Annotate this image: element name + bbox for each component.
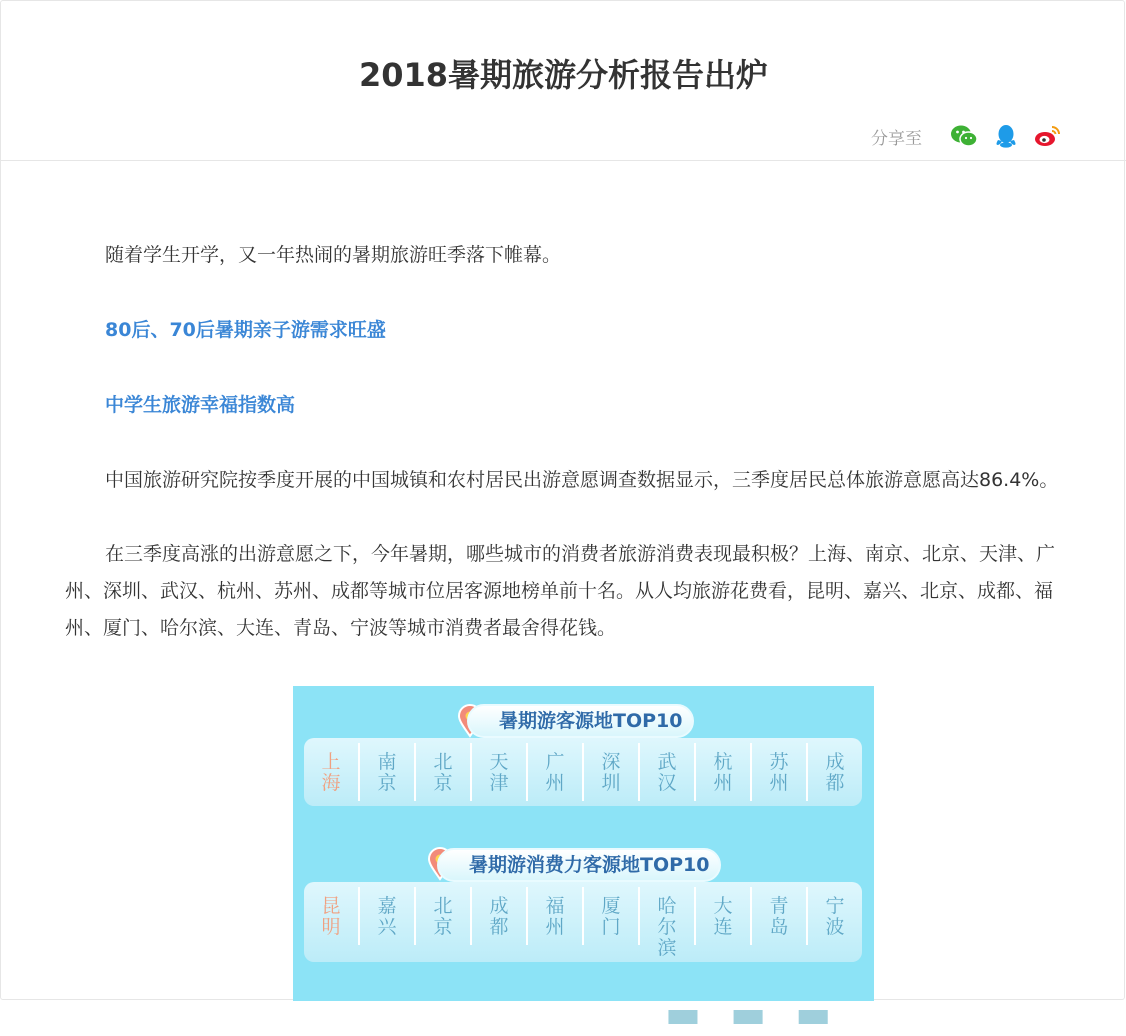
city-cell: 成 都: [470, 887, 526, 945]
source-top10-banner: 暑期游客源地TOP10: [467, 704, 694, 738]
spend-top10-strip: [304, 882, 862, 962]
city-cell: 大 连: [694, 887, 750, 945]
survey-paragraph: 中国旅游研究院按季度开展的中国城镇和农村居民出游意愿调查数据显示，三季度居民总体旅游意愿高达86.4%。: [105, 469, 1059, 491]
page-title: 2018暑期旅游分析报告出炉: [358, 56, 769, 94]
watermark-logo: ▬ ▬ ▬: [665, 992, 840, 1036]
city-cell: 深 圳: [582, 743, 638, 801]
city-cell: 南 京: [358, 743, 414, 801]
city-cell: 福 州: [526, 887, 582, 945]
intro-paragraph: 随着学生开学，又一年热闹的暑期旅游旺季落下帷幕。: [105, 244, 562, 266]
city-cell: 哈 尔 滨: [638, 887, 694, 945]
section-heading-students: 中学生旅游幸福指数高: [105, 394, 296, 416]
city-cell: 嘉 兴: [358, 887, 414, 945]
wechat-icon[interactable]: [950, 123, 978, 149]
cities-paragraph: 在三季度高涨的出游意愿之下，今年暑期，哪些城市的消费者旅游消费表现最积极？上海、南京、北京、天津、广州、深圳、武汉、杭州、苏州、成都等城市位居客源地榜单前十名。从人均旅游花费看，昆明、嘉兴、北京、成都、福州、厦门、哈尔滨、大连、青岛、宁波等城市消费者最舍得花钱。: [65, 543, 1056, 639]
city-cell: 成 都: [806, 743, 862, 801]
header-divider: [1, 160, 1126, 161]
city-cell: 北 京: [414, 743, 470, 801]
city-cell: 天 津: [470, 743, 526, 801]
city-cell: 北 京: [414, 887, 470, 945]
share-label: 分享至: [871, 128, 922, 149]
city-cell: 昆 明: [321, 895, 341, 938]
city-cell: 广 州: [526, 743, 582, 801]
city-cell: 宁 波: [806, 887, 862, 945]
city-cell: 上 海: [321, 751, 341, 794]
section-heading-parent-child: 80后、70后暑期亲子游需求旺盛: [105, 319, 386, 341]
infographic-image: [293, 686, 874, 1036]
weibo-icon[interactable]: [1034, 123, 1062, 149]
share-bar: [871, 123, 1062, 149]
spend-top10-banner: 暑期游消费力客源地TOP10: [437, 848, 721, 882]
article-body: [65, 237, 1065, 647]
qq-icon[interactable]: [992, 123, 1020, 149]
city-cell: 苏 州: [750, 743, 806, 801]
city-cell: 青 岛: [750, 887, 806, 945]
city-cell: 武 汉: [638, 743, 694, 801]
source-top10-strip: [304, 738, 862, 806]
city-cell: 杭 州: [694, 743, 750, 801]
city-cell: 厦 门: [582, 887, 638, 945]
